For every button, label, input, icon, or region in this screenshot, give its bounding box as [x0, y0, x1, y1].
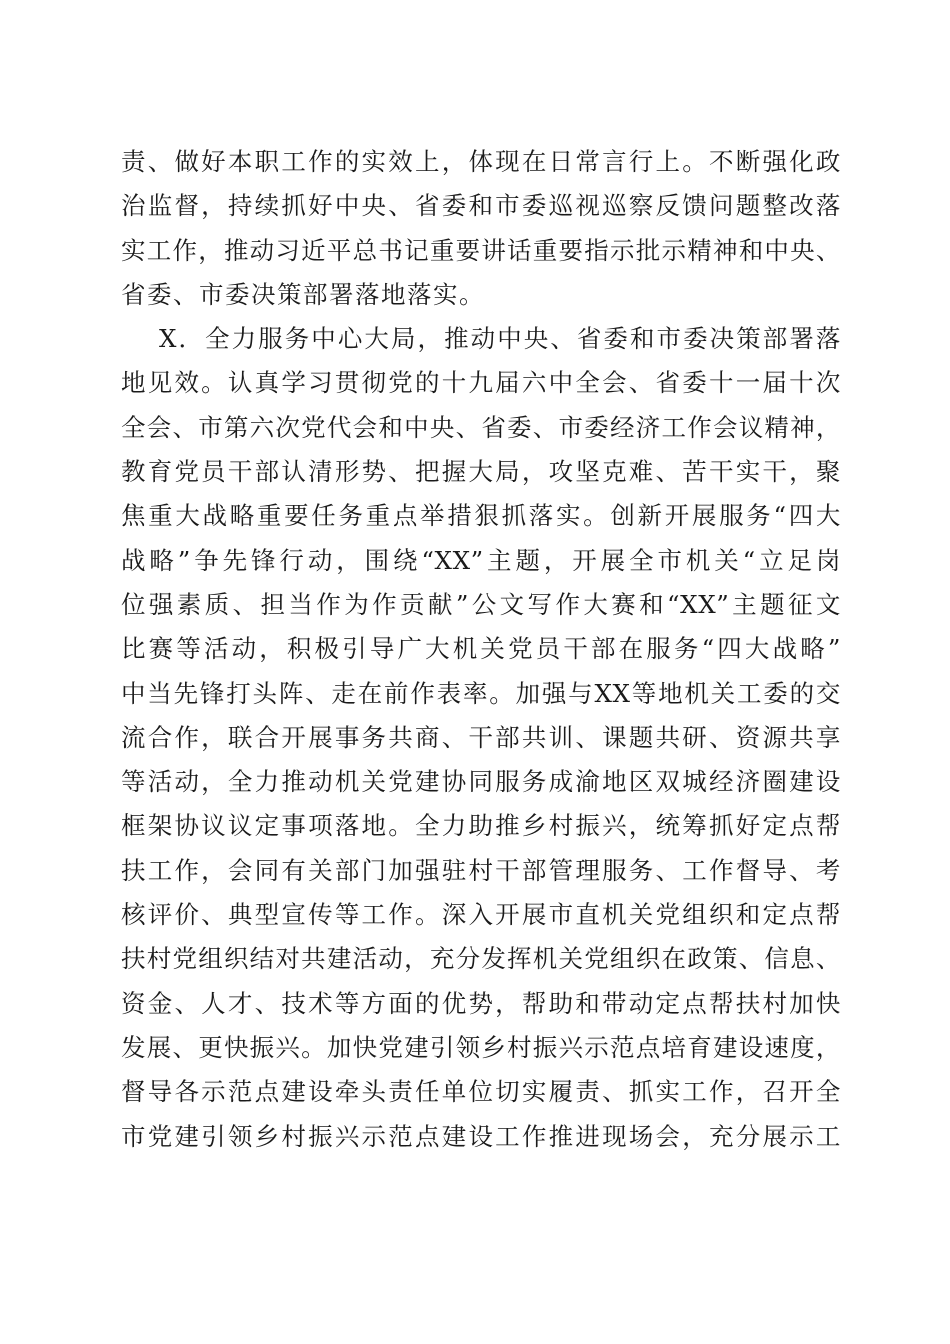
- text-line: 位强素质、担当作为作贡献”公文写作大赛和“XX”主题征文: [121, 589, 841, 619]
- text-line: 市党建引领乡村振兴示范点建设工作推进现场会，充分展示工: [121, 1121, 841, 1151]
- text-line: 流合作，联合开展事务共商、干部共训、课题共研、资源共享: [121, 722, 841, 752]
- text-line: 全会、市第六次党代会和中央、省委、市委经济工作会议精神，: [121, 412, 841, 442]
- text-line: 中当先锋打头阵、走在前作表率。加强与XX等地机关工委的交: [121, 678, 841, 708]
- text-line: 省委、市委决策部署落地落实。: [121, 279, 485, 309]
- body-text: [121, 140, 841, 1159]
- text-line: 比赛等活动，积极引导广大机关党员干部在服务“四大战略”: [121, 634, 841, 664]
- text-line: 框架协议议定事项落地。全力助推乡村振兴，统筹抓好定点帮: [121, 811, 841, 841]
- text-line: 责、做好本职工作的实效上，体现在日常言行上。不断强化政: [121, 147, 841, 176]
- text-line: 发展、更快振兴。加快党建引领乡村振兴示范点培育建设速度，: [121, 1032, 841, 1062]
- text-line: 焦重大战略重要任务重点举措狠抓落实。创新开展服务“四大: [121, 501, 841, 531]
- text-line: 扶村党组织结对共建活动，充分发挥机关党组织在政策、信息、: [121, 944, 841, 974]
- text-line: 核评价、典型宣传等工作。深入开展市直机关党组织和定点帮: [121, 900, 841, 930]
- text-line: 地见效。认真学习贯彻党的十九届六中全会、省委十一届十次: [121, 368, 841, 398]
- text-line: 治监督，持续抓好中央、省委和市委巡视巡察反馈问题整改落: [121, 191, 841, 221]
- text-line: 资金、人才、技术等方面的优势，帮助和带动定点帮扶村加快: [121, 988, 841, 1018]
- text-line: X．全力服务中心大局，推动中央、省委和市委决策部署落: [159, 324, 841, 354]
- text-line: 教育党员干部认清形势、把握大局，攻坚克难、苦干实干，聚: [121, 457, 841, 487]
- text-line: 等活动，全力推动机关党建协同服务成渝地区双城经济圈建设: [121, 767, 841, 797]
- text-line: 督导各示范点建设牵头责任单位切实履责、抓实工作，召开全: [121, 1077, 841, 1107]
- text-line: 扶工作，会同有关部门加强驻村干部管理服务、工作督导、考: [121, 855, 841, 885]
- text-line: 实工作，推动习近平总书记重要讲话重要指示批示精神和中央、: [121, 235, 841, 265]
- text-line: 战略”争先锋行动，围绕“XX”主题，开展全市机关“立足岗: [121, 545, 841, 575]
